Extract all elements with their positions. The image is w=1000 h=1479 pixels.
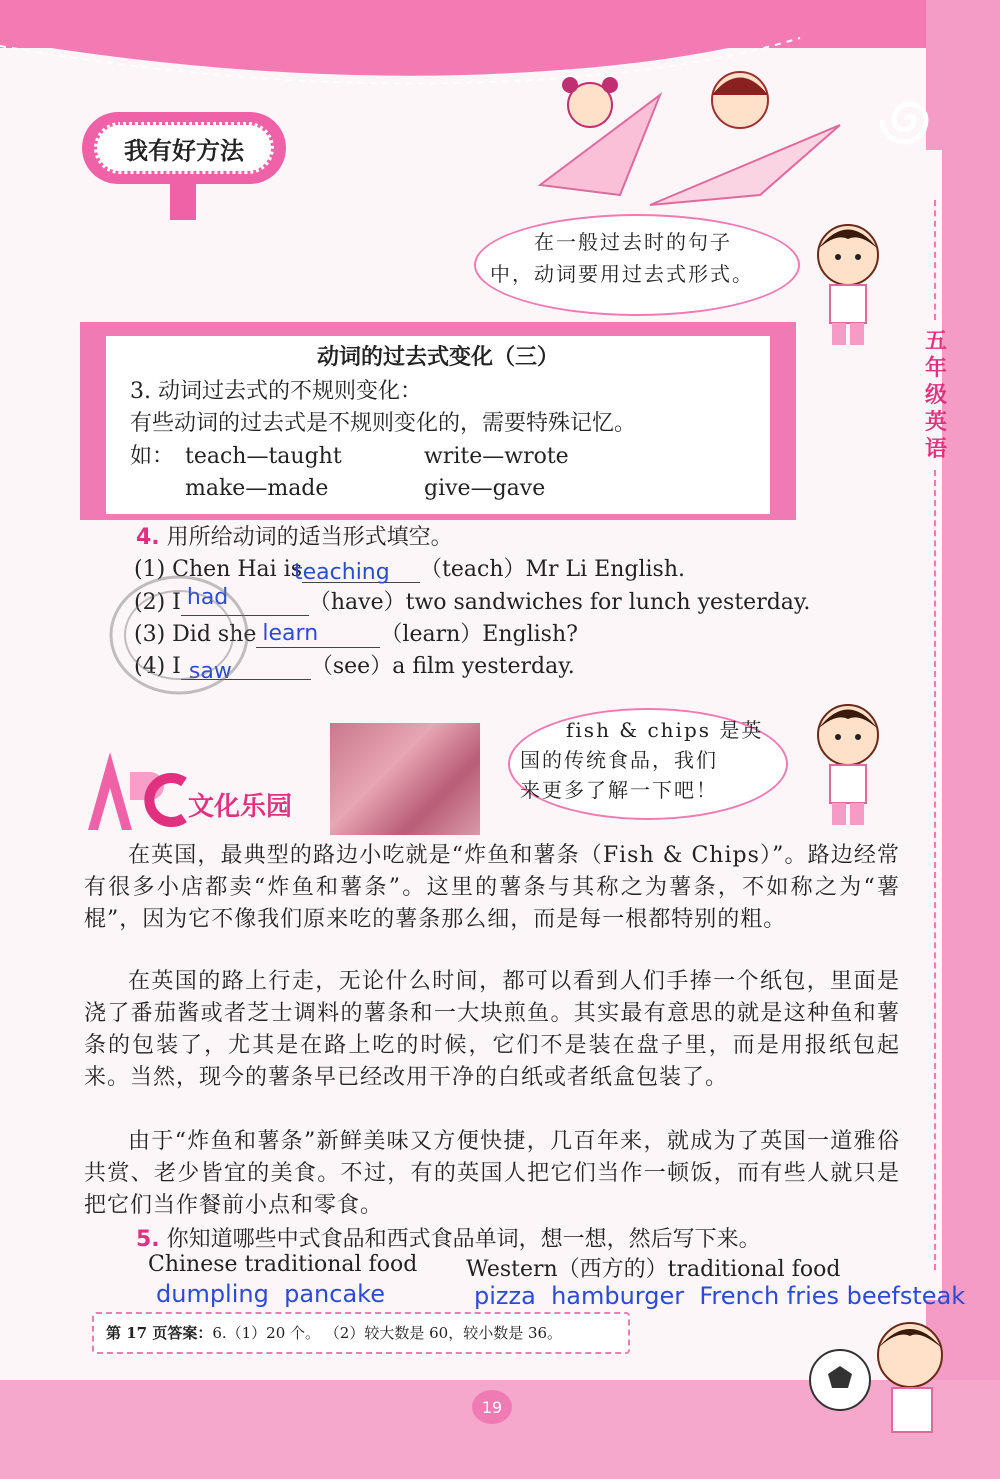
method-badge-stem: [170, 184, 196, 220]
item-text-after: （have）two sandwiches for lunch yesterday.: [308, 590, 811, 615]
item-label: (1): [134, 557, 166, 582]
culture-paragraph-3: 由于“炸鱼和薯条”新鲜美味又方便快捷，几百年来，就成为了英国一道雅俗共赏、老少皆宜的美食。不过，有的英国人把它们当作一顿饭，而有些人就只是把它们当作餐前小点和零食。: [84, 1129, 900, 1218]
culture-paragraph-2: 在英国的路上行走，无论什么时间，都可以看到人们手捧一个纸包，里面是浇了番茄酱或者芝士调料的薯条和一大块煎鱼。其实最有意思的就是这种鱼和薯条的包装了，尤其是在路上吃的时候，它们不是装在盘子里，而是用报纸包起来。当然，现今的薯条早已经改用干净的白纸或者纸盒包装了。: [84, 969, 900, 1090]
grade-subject-label: 五年级英语: [924, 329, 947, 462]
western-food-answers[interactable]: pizza hamburger French fries beefsteak: [474, 1282, 966, 1310]
chinese-food-column-header: Chinese traditional food: [148, 1252, 418, 1277]
item-text-before: I: [172, 590, 181, 615]
side-divider: [934, 470, 936, 1270]
exercise-4-instruction: 用所给动词的适当形式填空。: [166, 525, 453, 550]
boy-illustration: [800, 695, 896, 830]
handwritten-answer: teaching: [294, 560, 390, 585]
grammar-box-title: 动词的过去式变化（三）: [316, 345, 559, 370]
answer-note-text: 6.（1）20 个。 （2）较大数是 60，较小数是 36。: [212, 1324, 563, 1342]
answer-blank[interactable]: [256, 623, 380, 648]
boy-with-football-illustration: [800, 1300, 970, 1470]
culture-paragraph-1: 在英国，最典型的路边小吃就是“炸鱼和薯条（Fish & Chips）”。路边经常有很多小店都卖“炸鱼和薯条”。这里的薯条与其称之为薯条，不如称之为“薯棍”，因为它不像我们原来吃的薯条那么细，而是每一根都特别的粗。: [84, 843, 900, 932]
exercise-5-number: 5.: [136, 1227, 160, 1252]
side-strip: [922, 150, 942, 1300]
item-label: (4): [134, 654, 166, 679]
fish-and-chips-photo: [330, 723, 480, 835]
side-divider: [934, 200, 936, 320]
culture-section-title: 文化乐园: [188, 792, 293, 822]
chinese-food-answers[interactable]: dumpling pancake: [156, 1280, 385, 1308]
tip-bubble-1-line1: 在一般过去时的句子: [534, 230, 732, 254]
tip-bubble-2-line1: fish & chips 是英: [566, 718, 764, 742]
answer-note-label: 第 17 页答案：: [106, 1324, 213, 1342]
item-text-after: （see）a film yesterday.: [310, 654, 575, 679]
item-text-before: I: [172, 654, 181, 679]
paper-plane-kids-illustration: [530, 55, 860, 225]
swirl-icon: [870, 80, 950, 160]
tip-bubble-2-line3: 来更多了解一下吧！: [520, 778, 718, 802]
exercise-5-heading: [136, 1222, 761, 1253]
example-pair: make—made: [185, 476, 329, 501]
item-text-after: （learn）English?: [380, 622, 578, 647]
tip-bubble-1-line2: 中，动词要用过去式形式。: [490, 262, 754, 286]
example-pair: teach—taught: [185, 444, 342, 469]
exercise-4-heading: [136, 520, 453, 551]
tip-bubble-2-line2: 国的传统食品，我们: [520, 748, 718, 772]
item-text-before: Chen Hai is: [172, 557, 303, 582]
exercise-4-number: 4.: [136, 525, 160, 550]
handwritten-answer: saw: [188, 659, 232, 684]
exercise-5-instruction: 你知道哪些中式食品和西式食品单词，想一想，然后写下来。: [166, 1227, 761, 1252]
boy-illustration: [800, 215, 896, 350]
seal-stamp: [104, 570, 257, 700]
grammar-example-prefix: 如：: [130, 444, 175, 469]
item-label: (3): [134, 622, 166, 647]
method-badge-label: 我有好方法: [94, 122, 274, 174]
example-pair: write—wrote: [424, 444, 569, 469]
answer-blank[interactable]: [294, 558, 420, 585]
western-food-column-header: Western（西方的）traditional food: [466, 1257, 841, 1282]
page-number: 19: [472, 1390, 512, 1424]
item-text-after: （teach）Mr Li English.: [420, 557, 685, 582]
item-label: (2): [134, 590, 166, 615]
grammar-line-1: 3. 动词过去式的不规则变化：: [130, 379, 422, 404]
item-text-before: Did she: [172, 622, 257, 647]
example-pair: give—gave: [424, 476, 546, 501]
abc-letters-icon: [80, 742, 190, 834]
grammar-line-2: 有些动词的过去式是不规则变化的，需要特殊记忆。: [130, 411, 637, 436]
handwritten-answer: learn: [262, 621, 319, 646]
handwritten-answer: had: [186, 585, 229, 610]
previous-page-answer-note: [92, 1312, 630, 1354]
